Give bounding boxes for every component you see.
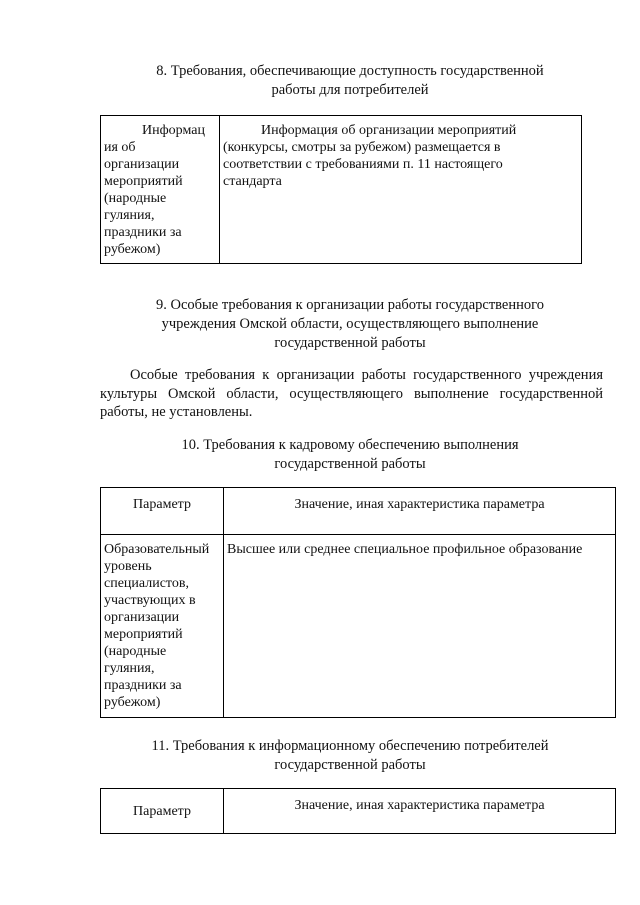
table-header-row xyxy=(101,789,616,834)
section-11-title: 11. Требования к информационному обеспечению потребителей государственной работы xyxy=(151,738,549,773)
section-10-title: 10. Требования к кадровому обеспечению выполнения государственной работы xyxy=(181,437,519,472)
table-header-row xyxy=(101,488,616,535)
param-cell: Образовательный уровень специалистов, участвующих в организации мероприятий (народные гуляния, праздники за рубежом) xyxy=(101,535,224,718)
section-9-title: 9. Особые требования к организации работы государственного учреждения Омской области, осуществляющего выполнение государственной работы xyxy=(156,297,544,351)
table-row xyxy=(101,116,582,264)
value-cell: Информация об организации мероприятий (конкурсы, смотры за рубежом) размещается в соответствии с требованиями п. 11 настоящего стандарта xyxy=(220,116,582,264)
section-8-title: 8. Требования, обеспечивающие доступность государственной работы для потребителей xyxy=(156,63,544,98)
header-param: Параметр xyxy=(101,488,224,535)
param-cell: Информац ия об организации мероприятий (народные гуляния, праздники за рубежом) xyxy=(101,116,220,264)
header-value: Значение, иная характеристика параметра xyxy=(224,789,616,834)
staffing-table xyxy=(100,487,616,718)
accessibility-table xyxy=(100,115,582,264)
table-row xyxy=(101,535,616,718)
value-cell: Высшее или среднее специальное профильное образование xyxy=(224,535,616,718)
header-value: Значение, иная характеристика параметра xyxy=(224,488,616,535)
information-table xyxy=(100,788,616,834)
header-param: Параметр xyxy=(101,789,224,834)
section-9-paragraph: Особые требования к организации работы государственного учреждения культуры Омской области, осуществляющего выполнение государственной работы, не установлены. xyxy=(100,367,603,420)
